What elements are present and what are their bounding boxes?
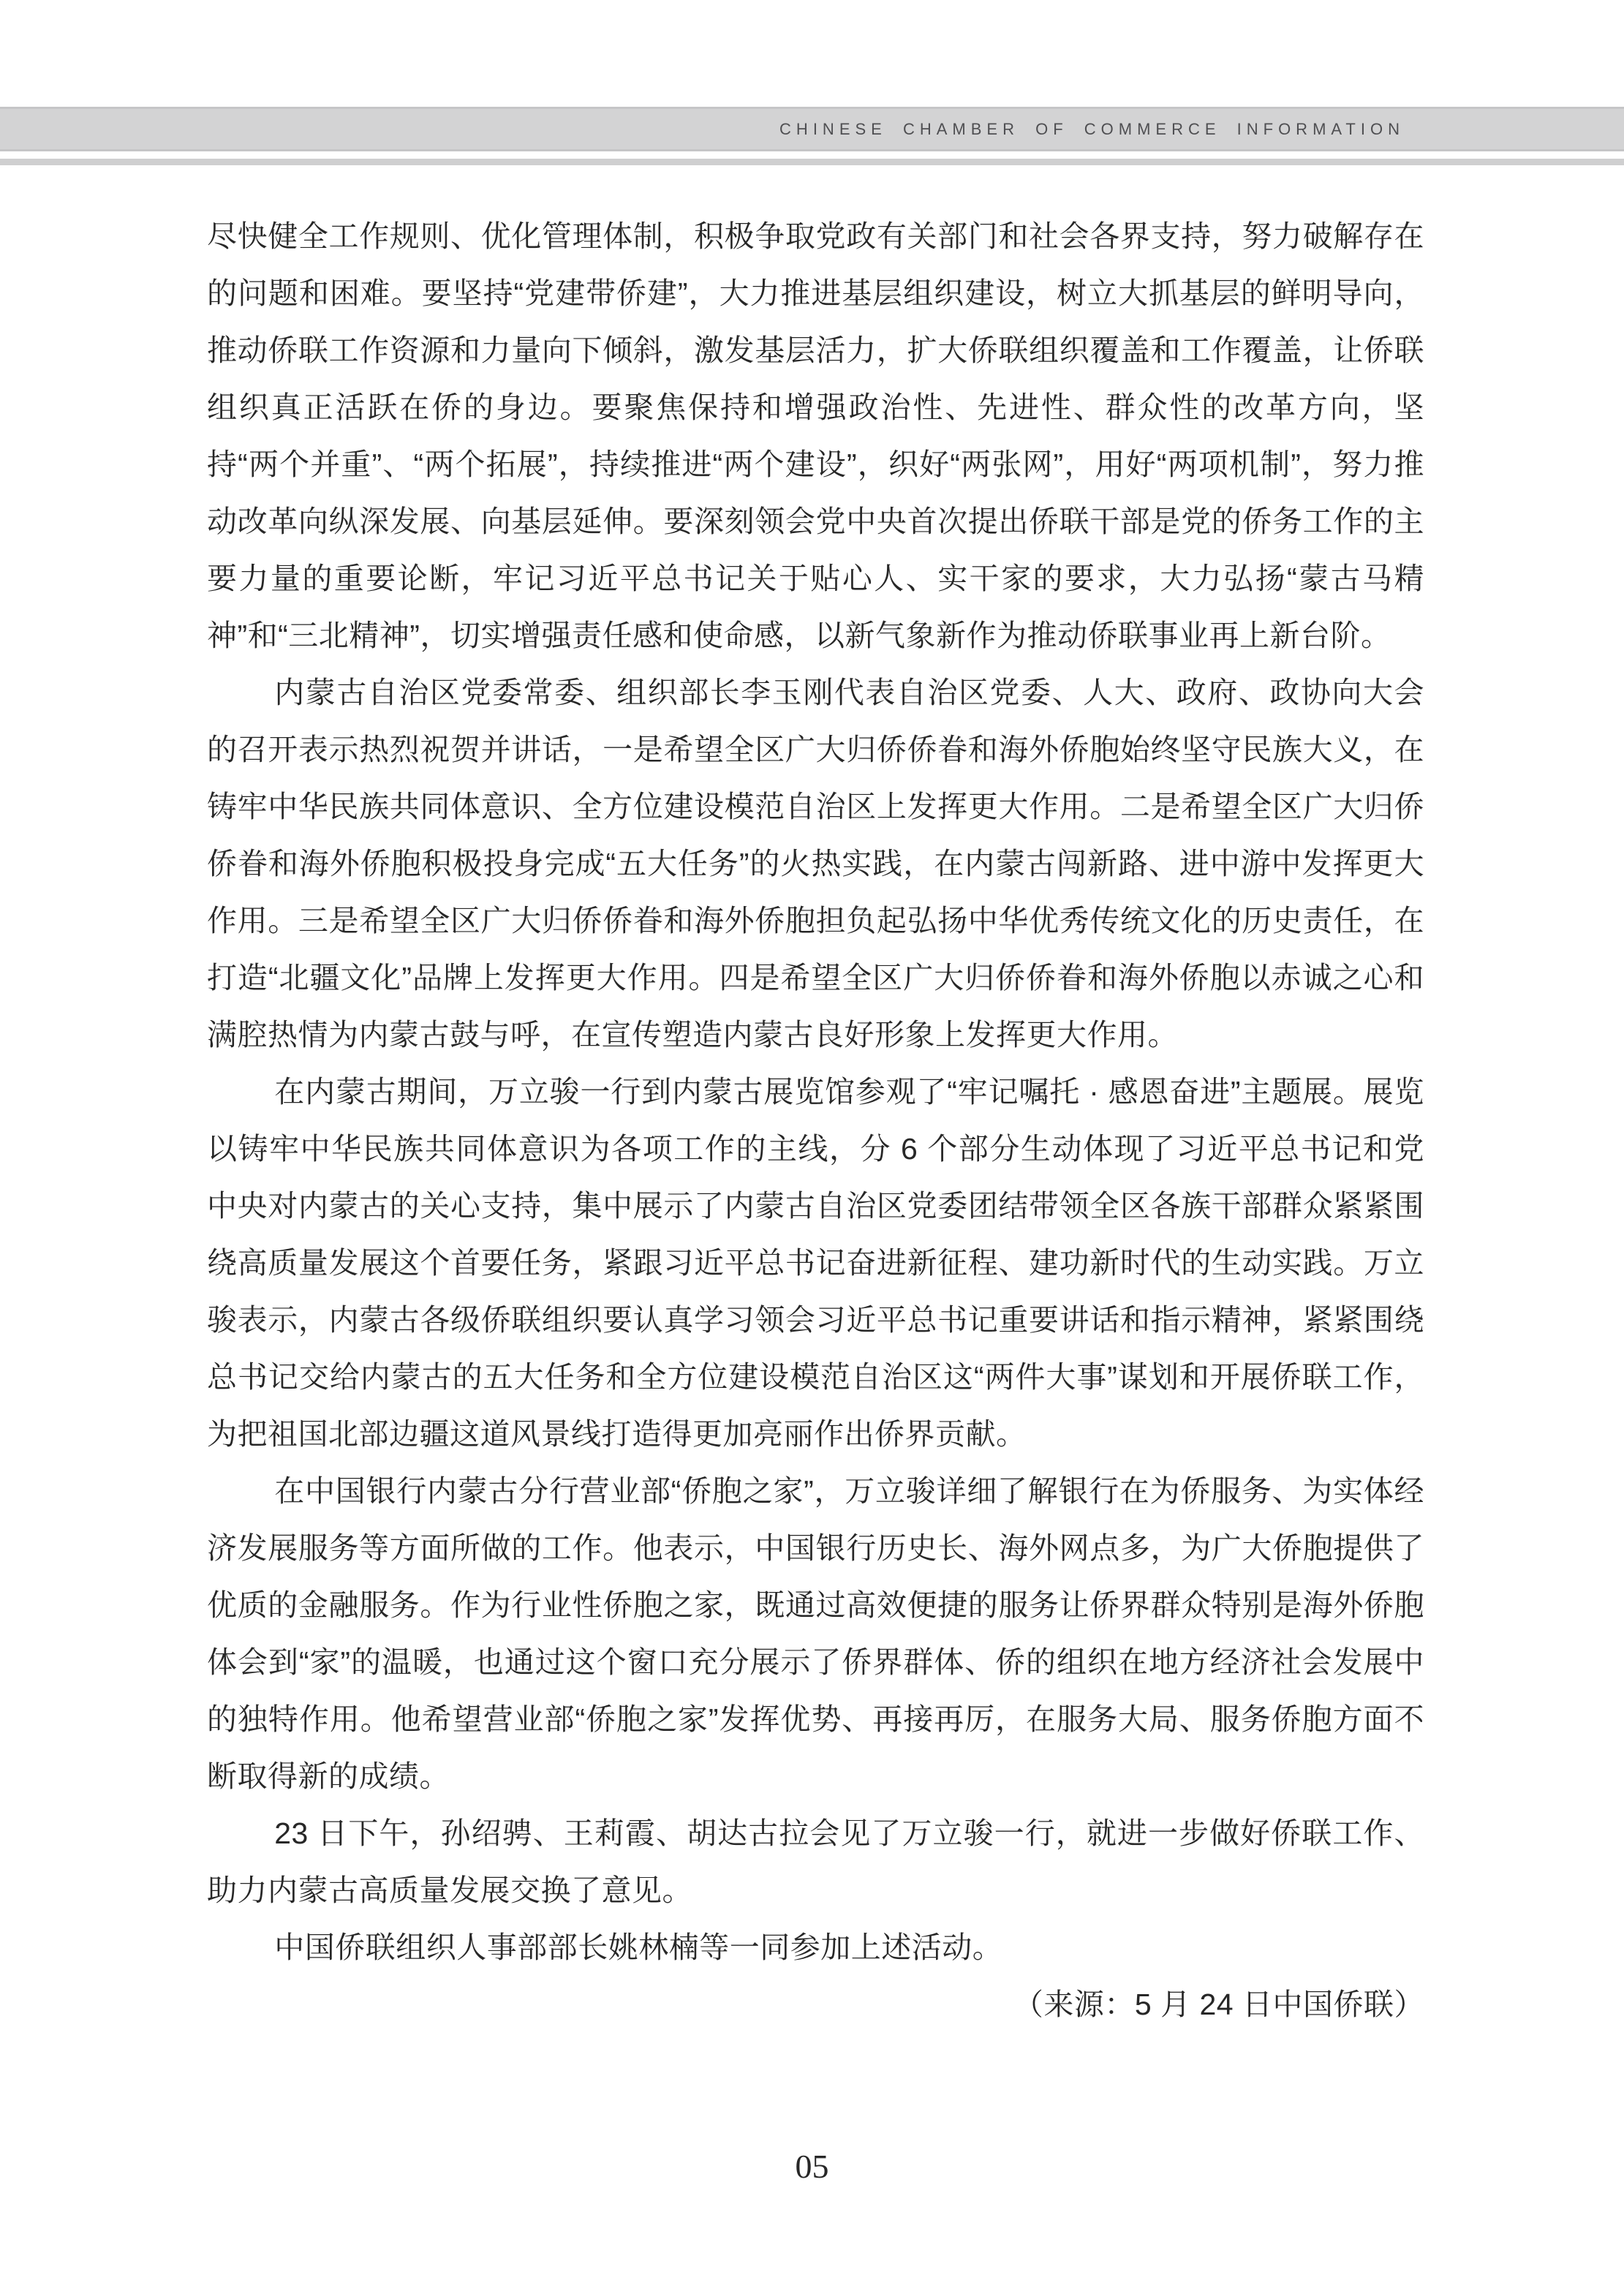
page-number: 05 [795, 2148, 829, 2185]
header-band-title: CHINESE CHAMBER OF COMMERCE INFORMATION [779, 119, 1405, 138]
header-rule [0, 159, 1624, 165]
body-paragraph: 中国侨联组织人事部部长姚林楠等一同参加上述活动。 [274, 1931, 1003, 1964]
body-paragraph: 内蒙古自治区党委常委、组织部长李玉刚代表自治区党委、人大、政府、政协向大会的召开表示热烈祝贺并讲话，一是希望全区广大归侨侨眷和海外侨胞始终坚守民族大义，在铸牢中华民族共同体意识、全方位建设模范自治区上发挥更大作用。二是希望全区广大归侨侨眷和海外侨胞积极投身完成“五大任务”的火热实践，在内蒙古闯新路、进中游中发挥更大作用。三是希望全区广大归侨侨眷和海外侨胞担负起弘扬中华优秀传统文化的历史责任，在打造“北疆文化”品牌上发挥更大作用。四是希望全区广大归侨侨眷和海外侨胞以赤诚之心和满腔热情为内蒙古鼓与呼，在宣传塑造内蒙古良好形象上发挥更大作用。 [207, 676, 1424, 1052]
article-body [207, 208, 1424, 2033]
source-line: （来源：5 月 24 日中国侨联） [1013, 1988, 1424, 2021]
body-paragraph: 尽快健全工作规则、优化管理体制，积极争取党政有关部门和社会各界支持，努力破解存在的问题和困难。要坚持“党建带侨建”，大力推进基层组织建设，树立大抓基层的鲜明导向，推动侨联工作资源和力量向下倾斜，激发基层活力，扩大侨联组织覆盖和工作覆盖，让侨联组织真正活跃在侨的身边。要聚焦保持和增强政治性、先进性、群众性的改革方向，坚持“两个并重”、“两个拓展”，持续推进“两个建设”，织好“两张网”，用好“两项机制”，努力推动改革向纵深发展、向基层延伸。要深刻领会党中央首次提出侨联干部是党的侨务工作的主要力量的重要论断，牢记习近平总书记关于贴心人、实干家的要求，大力弘扬“蒙古马精神”和“三北精神”，切实增强责任感和使命感，以新气象新作为推动侨联事业再上新台阶。 [207, 219, 1424, 652]
body-paragraph: 在中国银行内蒙古分行营业部“侨胞之家”，万立骏详细了解银行在为侨服务、为实体经济发展服务等方面所做的工作。他表示，中国银行历史长、海外网点多，为广大侨胞提供了优质的金融服务。作为行业性侨胞之家，既通过高效便捷的服务让侨界群众特别是海外侨胞体会到“家”的温暖，也通过这个窗口充分展示了侨界群体、侨的组织在地方经济社会发展中的独特作用。他希望营业部“侨胞之家”发挥优势、再接再厉，在服务大局、服务侨胞方面不断取得新的成绩。 [207, 1474, 1424, 1793]
article-paragraphs [207, 208, 1424, 1976]
body-paragraph: 在内蒙古期间，万立骏一行到内蒙古展览馆参观了“牢记嘱托 · 感恩奋进”主题展。展览以铸牢中华民族共同体意识为各项工作的主线，分 6 个部分生动体现了习近平总书记和党中央对内蒙古的关心支持，集中展示了内蒙古自治区党委团结带领全区各族干部群众紧紧围绕高质量发展这个首要任务，紧跟习近平总书记奋进新征程、建功新时代的生动实践。万立骏表示，内蒙古各级侨联组织要认真学习领会习近平总书记重要讲话和指示精神，紧紧围绕总书记交给内蒙古的五大任务和全方位建设模范自治区这“两件大事”谋划和开展侨联工作，为把祖国北部边疆这道风景线打造得更加亮丽作出侨界贡献。 [207, 1075, 1424, 1451]
body-paragraph: 23 日下午，孙绍骋、王莉霞、胡达古拉会见了万立骏一行，就进一步做好侨联工作、助力内蒙古高质量发展交换了意见。 [207, 1816, 1424, 1907]
header-band [0, 107, 1624, 151]
